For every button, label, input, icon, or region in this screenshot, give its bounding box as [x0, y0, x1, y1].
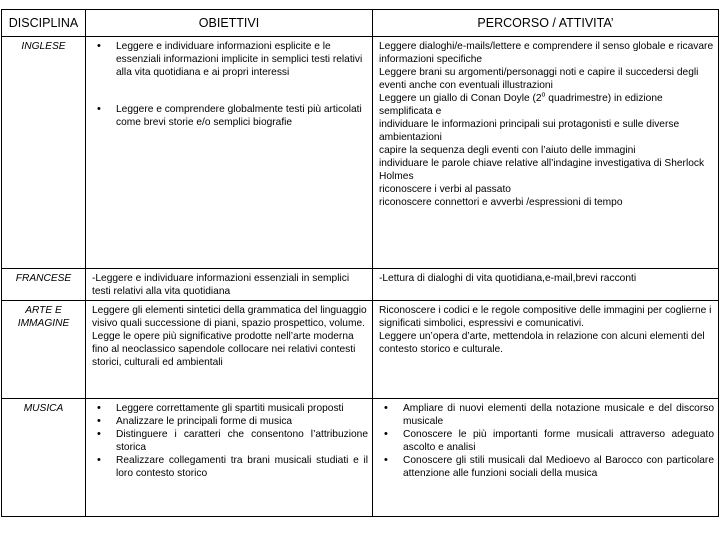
- obiettivi-arte: [86, 301, 373, 399]
- percorso-text: -Lettura di dialoghi di vita quotidiana,e-mail,brevi racconti: [379, 273, 637, 284]
- row-inglese: [2, 37, 719, 269]
- percorso-list: [379, 402, 714, 480]
- subject-label: MUSICA: [23, 403, 64, 414]
- percorso-paragraph: Leggere un’opera d’arte, mettendola in relazione con alcuni elementi del contesto storico e culturale.: [379, 331, 705, 355]
- percorso-inglese: [373, 37, 719, 269]
- header-percorso: PERCORSO / ATTIVITA’: [373, 10, 719, 37]
- percorso-arte: [373, 301, 719, 399]
- percorso-paragraph: Riconoscere i codici e le regole compositive delle immagini per coglierne i significati simbolici, espressivi e comunicativi.: [379, 305, 712, 329]
- superscript: o: [541, 91, 546, 99]
- percorso-musica: [373, 399, 719, 517]
- obiettivo-text: -Leggere e individuare informazioni essenziali in semplici testi relativi alla vita quotidiana: [92, 273, 350, 297]
- list-item: • Conoscere gli stili musicali dal Medioevo al Barocco con particolare attenzione alle funzioni sociali della musica: [379, 454, 714, 480]
- percorso-line: riconoscere i verbi al passato: [379, 184, 511, 195]
- obiettivi-inglese: [86, 37, 373, 269]
- obiettivi-list: [92, 40, 368, 129]
- list-item: • Distinguere i caratteri che consentono l’attribuzione storica: [92, 428, 368, 454]
- subject-inglese: [2, 37, 86, 269]
- percorso-line: individuare le parole chiave relative all’indagine investigativa di Sherlock Holmes: [379, 158, 705, 182]
- obiettivi-list: [92, 402, 368, 480]
- subject-label: INGLESE: [21, 41, 66, 52]
- percorso-line: riconoscere connettori e avverbi /espressioni di tempo: [379, 197, 623, 208]
- percorso-paragraph: Leggere dialoghi/e-mails/lettere e comprendere il senso globale e ricavare informazioni specifiche: [379, 41, 714, 65]
- obiettivi-francese: [86, 269, 373, 301]
- obiettivo-paragraph: Legge le opere più significative prodotte nell’arte moderna fino al neoclassico sapendole collocare nei relativi contesti storici, culturali ed ambientali: [92, 331, 356, 368]
- list-item: • Leggere correttamente gli spartiti musicali proposti: [92, 402, 368, 415]
- header-obiettivi: OBIETTIVI: [86, 10, 373, 37]
- obiettivo-paragraph: Leggere gli elementi sintetici della grammatica del linguaggio visivo quali successione di piani, spazio prospettico, volume.: [92, 305, 367, 329]
- curriculum-table: [1, 9, 719, 517]
- header-disciplina: DISCIPLINA: [2, 10, 86, 37]
- subject-label: FRANCESE: [15, 273, 72, 284]
- percorso-text: quadrimestre) in edizione semplificata e: [379, 93, 663, 117]
- row-francese: [2, 269, 719, 301]
- percorso-paragraph: [379, 92, 714, 118]
- list-item: • Realizzare collegamenti tra brani musicali studiati e il loro contesto storico: [92, 454, 368, 480]
- percorso-paragraph: Leggere brani su argomenti/personaggi noti e capire il succedersi degli eventi anche con eventuali illustrazioni: [379, 67, 699, 91]
- percorso-text: Leggere un giallo di Conan Doyle (2: [379, 93, 542, 104]
- list-item: • Ampliare di nuovi elementi della notazione musicale e del discorso musicale: [379, 402, 714, 428]
- row-musica: [2, 399, 719, 517]
- list-item: • Leggere e comprendere globalmente testi più articolati come brevi storie e/o semplici biografie: [92, 103, 368, 129]
- percorso-line: capire la sequenza degli eventi con l’aiuto delle immagini: [379, 145, 636, 156]
- percorso-line: individuare le informazioni principali sui protagonisti e sulle diverse ambientazioni: [379, 119, 680, 143]
- row-arte: [2, 301, 719, 399]
- subject-arte: [2, 301, 86, 399]
- percorso-francese: [373, 269, 719, 301]
- subject-musica: [2, 399, 86, 517]
- list-item: • Conoscere le più importanti forme musicali attraverso adeguato ascolto e analisi: [379, 428, 714, 454]
- obiettivi-musica: [86, 399, 373, 517]
- header-row: [2, 10, 719, 37]
- list-item: • Leggere e individuare informazioni esplicite e le essenziali informazioni implicite in semplici testi relativi alla vita quotidiana e ai propri interessi: [92, 40, 368, 79]
- list-item: • Analizzare le principali forme di musica: [92, 415, 368, 428]
- subject-francese: [2, 269, 86, 301]
- subject-label: ARTE E IMMAGINE: [17, 305, 70, 329]
